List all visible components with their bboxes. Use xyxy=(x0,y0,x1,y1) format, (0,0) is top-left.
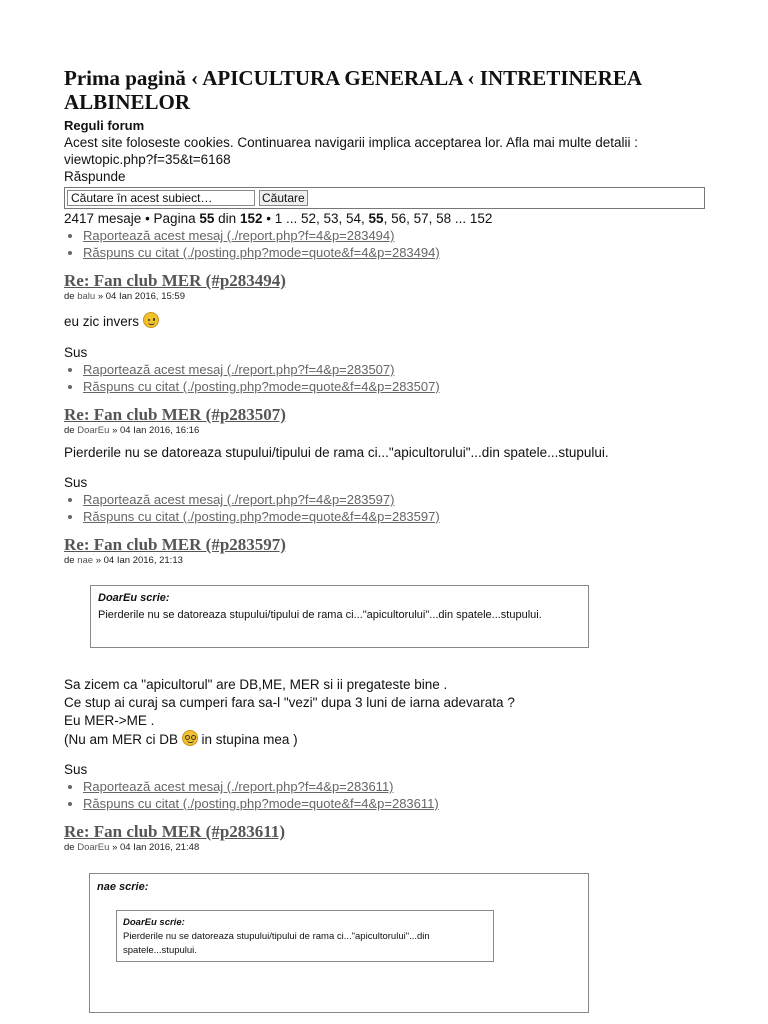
post xyxy=(64,271,706,395)
post-actions xyxy=(64,778,706,812)
list-item xyxy=(83,244,706,261)
post-meta-by: de xyxy=(64,842,75,853)
nerd-smiley-icon xyxy=(182,730,198,746)
post xyxy=(64,535,706,812)
list-item xyxy=(83,227,706,244)
breadcrumb-subforum[interactable]: INTRETINEREA ALBINELOR xyxy=(64,66,641,114)
post-title[interactable]: Re: Fan club MER (#p283611) xyxy=(64,822,285,841)
list-item xyxy=(83,378,706,395)
search-button[interactable]: Căutare xyxy=(259,190,308,206)
topic-search-input[interactable] xyxy=(67,190,255,206)
reply-link[interactable]: Răspunde xyxy=(64,169,126,184)
post-body xyxy=(64,312,706,331)
breadcrumb-separator: ‹ xyxy=(467,66,475,90)
post-meta xyxy=(64,291,706,303)
post-date: » 04 Ian 2016, 16:16 xyxy=(112,425,200,436)
list-item xyxy=(83,508,706,525)
back-to-top-link[interactable]: Sus xyxy=(64,345,88,360)
quote-reply-link[interactable]: Răspuns cu citat (./posting.php?mode=quote&f=4&p=283507) xyxy=(83,379,440,394)
post xyxy=(64,405,706,525)
cookie-details-link[interactable]: viewtopic.php?f=35&t=6168 xyxy=(64,152,231,167)
page-links-end[interactable]: , 56, 57, 58 ... 152 xyxy=(383,211,493,226)
list-item xyxy=(83,491,706,508)
topic-actions xyxy=(64,227,706,261)
post-text-line xyxy=(64,730,706,749)
report-post-link[interactable]: Raportează acest mesaj (./report.php?f=4&p=283611) xyxy=(83,779,394,794)
blockquote xyxy=(89,873,589,1013)
post-text-line: Ce stup ai curaj sa cumperi fara sa-l "vezi" dupa 3 luni de iarna adevarata ? xyxy=(64,695,515,710)
post-text: (Nu am MER ci DB xyxy=(64,732,179,747)
forum-rules-link[interactable]: Reguli forum xyxy=(64,118,145,133)
post-actions xyxy=(64,491,706,525)
page-word: Pagina xyxy=(153,211,196,226)
page-link-current: 55 xyxy=(368,211,384,226)
forum-page xyxy=(64,66,706,1013)
list-item xyxy=(83,778,706,795)
breadcrumb-forum[interactable]: APICULTURA GENERALA xyxy=(202,66,463,90)
post-date: » 04 Ian 2016, 21:13 xyxy=(95,555,183,566)
post-date: » 04 Ian 2016, 15:59 xyxy=(97,291,185,302)
quote-author: DoarEu scrie: xyxy=(123,917,185,928)
topic-search-form xyxy=(64,187,705,209)
quote-reply-link[interactable]: Răspuns cu citat (./posting.php?mode=quote&f=4&p=283494) xyxy=(83,245,440,260)
report-post-link[interactable]: Raportează acest mesaj (./report.php?f=4&p=283507) xyxy=(83,362,395,377)
total-pages: 152 xyxy=(239,211,263,226)
post xyxy=(64,822,706,1013)
quote-reply-link[interactable]: Răspuns cu citat (./posting.php?mode=quote&f=4&p=283611) xyxy=(83,796,439,811)
back-to-top-link[interactable]: Sus xyxy=(64,475,88,490)
back-to-top-link[interactable]: Sus xyxy=(64,762,88,777)
post-title[interactable]: Re: Fan club MER (#p283597) xyxy=(64,535,286,554)
post-text: eu zic invers xyxy=(64,314,140,329)
post-author[interactable]: DoarEu xyxy=(77,842,110,853)
post-meta xyxy=(64,555,706,567)
pagination: 2417 mesaje • Pagina 55 din 152 • 1 ... 52, 53, 54, 55, 56, 57, 58 ... 152 xyxy=(64,211,493,226)
report-post-link[interactable]: Raportează acest mesaj (./report.php?f=4&p=283494) xyxy=(83,228,395,243)
post-meta-by: de xyxy=(64,425,75,436)
page-links-start[interactable]: 1 ... 52, 53, 54, xyxy=(274,211,365,226)
list-item xyxy=(83,361,706,378)
post-title[interactable]: Re: Fan club MER (#p283507) xyxy=(64,405,286,424)
post-text-line: Eu MER->ME . xyxy=(64,713,155,728)
post-meta-by: de xyxy=(64,291,75,302)
post-author[interactable]: DoarEu xyxy=(77,425,110,436)
current-page: 55 xyxy=(199,211,215,226)
wink-smiley-icon xyxy=(143,312,159,328)
post-text: in stupina mea ) xyxy=(201,732,298,747)
breadcrumb-separator: ‹ xyxy=(191,66,199,90)
post-author[interactable]: balu xyxy=(77,291,96,302)
post-actions xyxy=(64,361,706,395)
breadcrumb-home[interactable]: Prima pagină xyxy=(64,66,186,90)
list-item xyxy=(83,795,706,812)
quote-reply-link[interactable]: Răspuns cu citat (./posting.php?mode=quote&f=4&p=283597) xyxy=(83,509,440,524)
post-meta xyxy=(64,425,706,437)
post-meta-by: de xyxy=(64,555,75,566)
report-post-link[interactable]: Raportează acest mesaj (./report.php?f=4&p=283597) xyxy=(83,492,395,507)
quote-author: nae scrie: xyxy=(97,881,149,893)
nested-blockquote xyxy=(116,910,494,962)
post-body: Pierderile nu se datoreaza stupului/tipului de rama ci..."apicultorului"...din spatele...stupului. xyxy=(64,445,609,460)
post-meta xyxy=(64,842,706,854)
quote-author: DoarEu scrie: xyxy=(98,592,170,604)
post-author[interactable]: nae xyxy=(77,555,94,566)
quote-text: Pierderile nu se datoreaza stupului/tipului de rama ci..."apicultorului"...din spatele...stupului. xyxy=(98,609,542,621)
post-title[interactable]: Re: Fan club MER (#p283494) xyxy=(64,271,286,290)
post-date: » 04 Ian 2016, 21:48 xyxy=(112,842,200,853)
post-text-line: Sa zicem ca "apicultorul" are DB,ME, MER si ii pregateste bine . xyxy=(64,677,448,692)
quote-text: Pierderile nu se datoreaza stupului/tipului de rama ci..."apicultorului"...din spatele...stupului. xyxy=(123,931,430,956)
blockquote xyxy=(90,585,589,648)
breadcrumb xyxy=(64,66,706,114)
post-body xyxy=(64,676,706,749)
post-count: 2417 mesaje xyxy=(64,211,142,226)
of-word: din xyxy=(218,211,237,226)
cookie-notice: Acest site foloseste cookies. Continuarea navigarii implica acceptarea lor. Afla mai multe detalii : xyxy=(64,135,639,150)
